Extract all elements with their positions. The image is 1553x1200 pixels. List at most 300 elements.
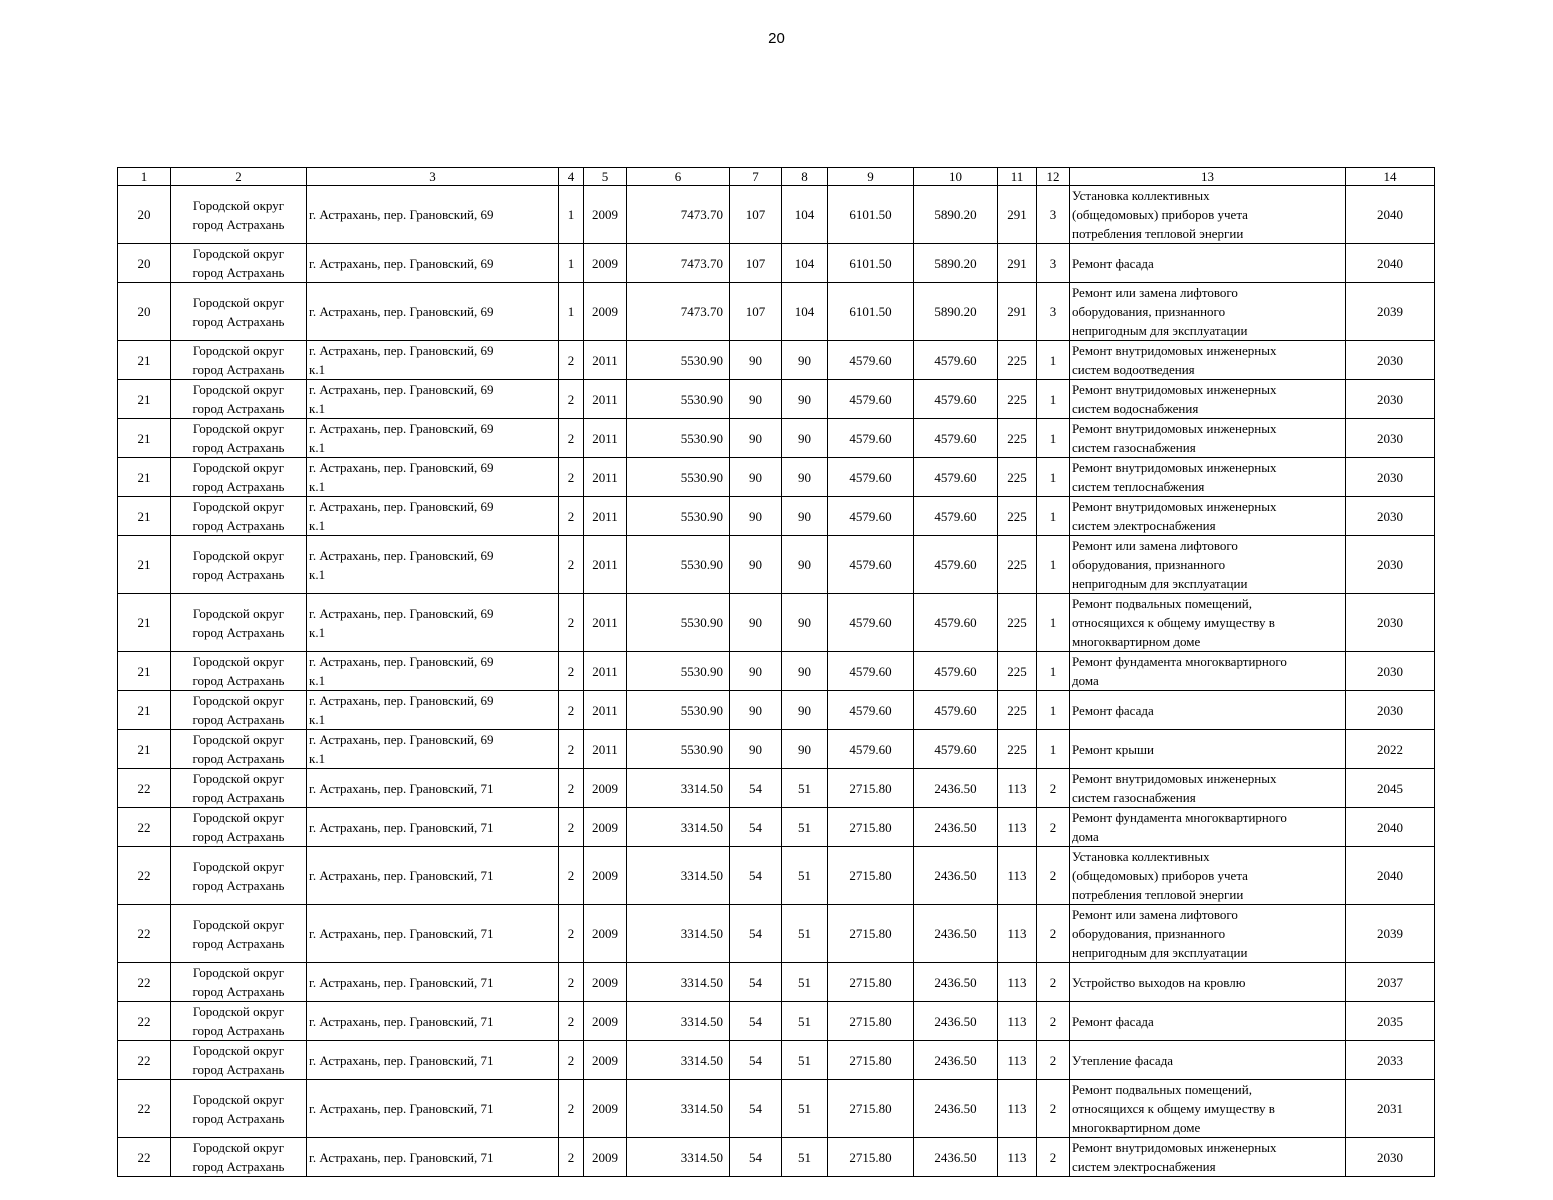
column-header-1: 1 — [118, 168, 171, 186]
col-11-value-cell: 113 — [998, 847, 1037, 905]
col-11-value-cell: 225 — [998, 497, 1037, 536]
col-10-area-cell: 4579.60 — [914, 458, 998, 497]
column-header-14: 14 — [1346, 168, 1435, 186]
col-9-area-cell: 4579.60 — [828, 341, 914, 380]
col-8-value-cell: 51 — [782, 847, 828, 905]
col-11-value-cell: 291 — [998, 244, 1037, 283]
planned-year-cell: 2037 — [1346, 963, 1435, 1002]
col-5-year-cell: 2009 — [584, 1041, 627, 1080]
col-12-value-cell: 3 — [1037, 283, 1070, 341]
col-7-value-cell: 90 — [730, 730, 782, 769]
col-10-area-cell: 2436.50 — [914, 1002, 998, 1041]
col-4-value-cell: 2 — [559, 808, 584, 847]
col-12-value-cell: 2 — [1037, 1002, 1070, 1041]
col-9-area-cell: 4579.60 — [828, 594, 914, 652]
address-cell: г. Астрахань, пер. Грановский, 69 к.1 — [307, 458, 559, 497]
col-7-value-cell: 90 — [730, 497, 782, 536]
col-12-value-cell: 3 — [1037, 244, 1070, 283]
col-6-area-cell: 7473.70 — [627, 283, 730, 341]
municipality-cell: Городской округ город Астрахань — [171, 652, 307, 691]
col-5-year-cell: 2009 — [584, 186, 627, 244]
work-type-cell: Ремонт или замена лифтового оборудования, признанного непригодным для эксплуатации — [1070, 905, 1346, 963]
planned-year-cell: 2030 — [1346, 341, 1435, 380]
work-type-cell: Установка коллективных (общедомовых) приборов учета потребления тепловой энергии — [1070, 186, 1346, 244]
col-11-value-cell: 225 — [998, 691, 1037, 730]
col-10-area-cell: 4579.60 — [914, 497, 998, 536]
col-4-value-cell: 2 — [559, 1002, 584, 1041]
col-6-area-cell: 5530.90 — [627, 594, 730, 652]
planned-year-cell: 2040 — [1346, 847, 1435, 905]
table-body — [118, 186, 1435, 1177]
col-11-value-cell: 291 — [998, 186, 1037, 244]
col-4-value-cell: 2 — [559, 419, 584, 458]
row-number-cell: 21 — [118, 652, 171, 691]
planned-year-cell: 2040 — [1346, 808, 1435, 847]
municipality-cell: Городской округ город Астрахань — [171, 497, 307, 536]
col-11-value-cell: 225 — [998, 652, 1037, 691]
address-cell: г. Астрахань, пер. Грановский, 71 — [307, 963, 559, 1002]
col-8-value-cell: 51 — [782, 963, 828, 1002]
col-9-area-cell: 2715.80 — [828, 1002, 914, 1041]
col-8-value-cell: 51 — [782, 808, 828, 847]
repair-schedule-table — [117, 167, 1435, 1177]
address-cell: г. Астрахань, пер. Грановский, 69 — [307, 283, 559, 341]
col-12-value-cell: 1 — [1037, 730, 1070, 769]
table-row — [118, 186, 1435, 244]
municipality-cell: Городской округ город Астрахань — [171, 847, 307, 905]
address-cell: г. Астрахань, пер. Грановский, 69 к.1 — [307, 419, 559, 458]
municipality-cell: Городской округ город Астрахань — [171, 730, 307, 769]
address-cell: г. Астрахань, пер. Грановский, 69 к.1 — [307, 380, 559, 419]
col-4-value-cell: 2 — [559, 730, 584, 769]
col-12-value-cell: 1 — [1037, 594, 1070, 652]
col-10-area-cell: 4579.60 — [914, 691, 998, 730]
col-12-value-cell: 2 — [1037, 963, 1070, 1002]
col-12-value-cell: 1 — [1037, 341, 1070, 380]
col-11-value-cell: 291 — [998, 283, 1037, 341]
col-12-value-cell: 2 — [1037, 1138, 1070, 1177]
col-9-area-cell: 4579.60 — [828, 536, 914, 594]
work-type-cell: Ремонт крыши — [1070, 730, 1346, 769]
address-cell: г. Астрахань, пер. Грановский, 71 — [307, 847, 559, 905]
col-10-area-cell: 5890.20 — [914, 283, 998, 341]
address-cell: г. Астрахань, пер. Грановский, 69 к.1 — [307, 730, 559, 769]
col-8-value-cell: 104 — [782, 283, 828, 341]
col-9-area-cell: 4579.60 — [828, 730, 914, 769]
col-4-value-cell: 2 — [559, 1041, 584, 1080]
work-type-cell: Ремонт фундамента многоквартирного дома — [1070, 808, 1346, 847]
col-7-value-cell: 107 — [730, 283, 782, 341]
column-header-6: 6 — [627, 168, 730, 186]
planned-year-cell: 2035 — [1346, 1002, 1435, 1041]
row-number-cell: 22 — [118, 769, 171, 808]
planned-year-cell: 2030 — [1346, 594, 1435, 652]
col-4-value-cell: 1 — [559, 283, 584, 341]
col-5-year-cell: 2011 — [584, 458, 627, 497]
col-12-value-cell: 2 — [1037, 769, 1070, 808]
col-7-value-cell: 90 — [730, 341, 782, 380]
col-9-area-cell: 2715.80 — [828, 905, 914, 963]
table-row — [118, 963, 1435, 1002]
col-12-value-cell: 2 — [1037, 808, 1070, 847]
table-row — [118, 652, 1435, 691]
col-9-area-cell: 2715.80 — [828, 1041, 914, 1080]
work-type-cell: Ремонт или замена лифтового оборудования, признанного непригодным для эксплуатации — [1070, 536, 1346, 594]
col-8-value-cell: 90 — [782, 536, 828, 594]
col-8-value-cell: 90 — [782, 341, 828, 380]
col-6-area-cell: 5530.90 — [627, 730, 730, 769]
col-8-value-cell: 90 — [782, 730, 828, 769]
planned-year-cell: 2040 — [1346, 186, 1435, 244]
col-6-area-cell: 3314.50 — [627, 905, 730, 963]
col-5-year-cell: 2009 — [584, 1002, 627, 1041]
col-12-value-cell: 1 — [1037, 380, 1070, 419]
planned-year-cell: 2039 — [1346, 905, 1435, 963]
work-type-cell: Ремонт или замена лифтового оборудования, признанного непригодным для эксплуатации — [1070, 283, 1346, 341]
row-number-cell: 21 — [118, 458, 171, 497]
column-header-3: 3 — [307, 168, 559, 186]
work-type-cell: Ремонт внутридомовых инженерных систем газоснабжения — [1070, 419, 1346, 458]
column-header-2: 2 — [171, 168, 307, 186]
column-header-13: 13 — [1070, 168, 1346, 186]
col-4-value-cell: 2 — [559, 341, 584, 380]
col-10-area-cell: 2436.50 — [914, 1041, 998, 1080]
col-4-value-cell: 2 — [559, 497, 584, 536]
row-number-cell: 21 — [118, 730, 171, 769]
col-12-value-cell: 3 — [1037, 186, 1070, 244]
address-cell: г. Астрахань, пер. Грановский, 69 к.1 — [307, 652, 559, 691]
table-header — [118, 168, 1435, 186]
row-number-cell: 22 — [118, 847, 171, 905]
col-11-value-cell: 225 — [998, 594, 1037, 652]
col-4-value-cell: 2 — [559, 594, 584, 652]
col-7-value-cell: 90 — [730, 419, 782, 458]
planned-year-cell: 2039 — [1346, 283, 1435, 341]
planned-year-cell: 2031 — [1346, 1080, 1435, 1138]
col-4-value-cell: 2 — [559, 458, 584, 497]
col-12-value-cell: 2 — [1037, 847, 1070, 905]
col-6-area-cell: 7473.70 — [627, 186, 730, 244]
planned-year-cell: 2030 — [1346, 497, 1435, 536]
col-11-value-cell: 113 — [998, 1080, 1037, 1138]
work-type-cell: Ремонт подвальных помещений, относящихся к общему имуществу в многоквартирном доме — [1070, 1080, 1346, 1138]
column-header-8: 8 — [782, 168, 828, 186]
col-9-area-cell: 4579.60 — [828, 652, 914, 691]
work-type-cell: Ремонт фасада — [1070, 244, 1346, 283]
col-5-year-cell: 2011 — [584, 341, 627, 380]
col-7-value-cell: 54 — [730, 963, 782, 1002]
municipality-cell: Городской округ город Астрахань — [171, 380, 307, 419]
address-cell: г. Астрахань, пер. Грановский, 69 к.1 — [307, 594, 559, 652]
col-6-area-cell: 5530.90 — [627, 341, 730, 380]
col-12-value-cell: 1 — [1037, 536, 1070, 594]
col-11-value-cell: 113 — [998, 1138, 1037, 1177]
col-8-value-cell: 90 — [782, 380, 828, 419]
row-number-cell: 20 — [118, 244, 171, 283]
row-number-cell: 22 — [118, 963, 171, 1002]
col-9-area-cell: 4579.60 — [828, 691, 914, 730]
row-number-cell: 22 — [118, 1080, 171, 1138]
col-10-area-cell: 4579.60 — [914, 380, 998, 419]
col-12-value-cell: 1 — [1037, 458, 1070, 497]
column-header-12: 12 — [1037, 168, 1070, 186]
planned-year-cell: 2033 — [1346, 1041, 1435, 1080]
municipality-cell: Городской округ город Астрахань — [171, 808, 307, 847]
row-number-cell: 21 — [118, 380, 171, 419]
col-6-area-cell: 3314.50 — [627, 847, 730, 905]
row-number-cell: 22 — [118, 905, 171, 963]
work-type-cell: Установка коллективных (общедомовых) приборов учета потребления тепловой энергии — [1070, 847, 1346, 905]
column-header-9: 9 — [828, 168, 914, 186]
address-cell: г. Астрахань, пер. Грановский, 69 к.1 — [307, 691, 559, 730]
column-header-7: 7 — [730, 168, 782, 186]
col-10-area-cell: 2436.50 — [914, 1138, 998, 1177]
col-6-area-cell: 3314.50 — [627, 1080, 730, 1138]
col-4-value-cell: 2 — [559, 536, 584, 594]
col-6-area-cell: 5530.90 — [627, 691, 730, 730]
col-9-area-cell: 4579.60 — [828, 458, 914, 497]
table-row — [118, 730, 1435, 769]
planned-year-cell: 2030 — [1346, 419, 1435, 458]
row-number-cell: 21 — [118, 497, 171, 536]
col-10-area-cell: 4579.60 — [914, 341, 998, 380]
table-row — [118, 1002, 1435, 1041]
col-5-year-cell: 2011 — [584, 730, 627, 769]
col-5-year-cell: 2009 — [584, 808, 627, 847]
municipality-cell: Городской округ город Астрахань — [171, 1002, 307, 1041]
col-7-value-cell: 90 — [730, 594, 782, 652]
col-5-year-cell: 2009 — [584, 1080, 627, 1138]
col-4-value-cell: 1 — [559, 244, 584, 283]
col-7-value-cell: 107 — [730, 186, 782, 244]
col-6-area-cell: 3314.50 — [627, 1041, 730, 1080]
table-row — [118, 419, 1435, 458]
col-6-area-cell: 5530.90 — [627, 652, 730, 691]
col-8-value-cell: 90 — [782, 652, 828, 691]
col-8-value-cell: 90 — [782, 691, 828, 730]
col-7-value-cell: 54 — [730, 808, 782, 847]
col-6-area-cell: 5530.90 — [627, 419, 730, 458]
address-cell: г. Астрахань, пер. Грановский, 71 — [307, 769, 559, 808]
municipality-cell: Городской округ город Астрахань — [171, 186, 307, 244]
col-4-value-cell: 2 — [559, 769, 584, 808]
planned-year-cell: 2030 — [1346, 1138, 1435, 1177]
municipality-cell: Городской округ город Астрахань — [171, 536, 307, 594]
work-type-cell: Ремонт внутридомовых инженерных систем газоснабжения — [1070, 769, 1346, 808]
col-10-area-cell: 4579.60 — [914, 652, 998, 691]
col-12-value-cell: 2 — [1037, 905, 1070, 963]
col-8-value-cell: 90 — [782, 497, 828, 536]
col-12-value-cell: 2 — [1037, 1041, 1070, 1080]
planned-year-cell: 2022 — [1346, 730, 1435, 769]
col-8-value-cell: 90 — [782, 458, 828, 497]
table-row — [118, 497, 1435, 536]
column-header-5: 5 — [584, 168, 627, 186]
col-7-value-cell: 90 — [730, 536, 782, 594]
col-7-value-cell: 107 — [730, 244, 782, 283]
address-cell: г. Астрахань, пер. Грановский, 69 — [307, 186, 559, 244]
col-8-value-cell: 51 — [782, 769, 828, 808]
col-7-value-cell: 90 — [730, 380, 782, 419]
col-12-value-cell: 1 — [1037, 691, 1070, 730]
col-5-year-cell: 2009 — [584, 963, 627, 1002]
col-5-year-cell: 2009 — [584, 769, 627, 808]
col-10-area-cell: 5890.20 — [914, 186, 998, 244]
table-row — [118, 594, 1435, 652]
municipality-cell: Городской округ город Астрахань — [171, 1041, 307, 1080]
col-7-value-cell: 90 — [730, 652, 782, 691]
work-type-cell: Ремонт внутридомовых инженерных систем электроснабжения — [1070, 1138, 1346, 1177]
row-number-cell: 20 — [118, 283, 171, 341]
table-row — [118, 458, 1435, 497]
col-8-value-cell: 104 — [782, 244, 828, 283]
column-header-4: 4 — [559, 168, 584, 186]
col-5-year-cell: 2011 — [584, 594, 627, 652]
col-7-value-cell: 54 — [730, 1080, 782, 1138]
row-number-cell: 21 — [118, 691, 171, 730]
table-row — [118, 1041, 1435, 1080]
row-number-cell: 21 — [118, 536, 171, 594]
col-10-area-cell: 2436.50 — [914, 769, 998, 808]
municipality-cell: Городской округ город Астрахань — [171, 905, 307, 963]
col-6-area-cell: 5530.90 — [627, 380, 730, 419]
col-9-area-cell: 6101.50 — [828, 186, 914, 244]
col-10-area-cell: 2436.50 — [914, 808, 998, 847]
col-9-area-cell: 2715.80 — [828, 1138, 914, 1177]
col-7-value-cell: 90 — [730, 458, 782, 497]
col-9-area-cell: 2715.80 — [828, 1080, 914, 1138]
col-4-value-cell: 2 — [559, 963, 584, 1002]
col-6-area-cell: 3314.50 — [627, 1002, 730, 1041]
col-5-year-cell: 2009 — [584, 1138, 627, 1177]
col-6-area-cell: 3314.50 — [627, 769, 730, 808]
municipality-cell: Городской округ город Астрахань — [171, 458, 307, 497]
col-8-value-cell: 90 — [782, 419, 828, 458]
planned-year-cell: 2030 — [1346, 536, 1435, 594]
row-number-cell: 20 — [118, 186, 171, 244]
col-5-year-cell: 2011 — [584, 419, 627, 458]
col-7-value-cell: 54 — [730, 1002, 782, 1041]
col-7-value-cell: 54 — [730, 847, 782, 905]
address-cell: г. Астрахань, пер. Грановский, 69 к.1 — [307, 341, 559, 380]
address-cell: г. Астрахань, пер. Грановский, 71 — [307, 905, 559, 963]
col-4-value-cell: 2 — [559, 1138, 584, 1177]
col-5-year-cell: 2009 — [584, 905, 627, 963]
table-row — [118, 769, 1435, 808]
table-row — [118, 341, 1435, 380]
table-row — [118, 1138, 1435, 1177]
planned-year-cell: 2045 — [1346, 769, 1435, 808]
col-4-value-cell: 2 — [559, 691, 584, 730]
col-6-area-cell: 5530.90 — [627, 458, 730, 497]
planned-year-cell: 2030 — [1346, 652, 1435, 691]
municipality-cell: Городской округ город Астрахань — [171, 244, 307, 283]
col-10-area-cell: 2436.50 — [914, 905, 998, 963]
table-row — [118, 536, 1435, 594]
planned-year-cell: 2030 — [1346, 458, 1435, 497]
col-11-value-cell: 225 — [998, 380, 1037, 419]
address-cell: г. Астрахань, пер. Грановский, 69 к.1 — [307, 536, 559, 594]
col-10-area-cell: 4579.60 — [914, 536, 998, 594]
col-11-value-cell: 113 — [998, 769, 1037, 808]
col-10-area-cell: 2436.50 — [914, 963, 998, 1002]
col-10-area-cell: 4579.60 — [914, 594, 998, 652]
municipality-cell: Городской округ город Астрахань — [171, 1138, 307, 1177]
municipality-cell: Городской округ город Астрахань — [171, 283, 307, 341]
col-11-value-cell: 225 — [998, 730, 1037, 769]
work-type-cell: Ремонт внутридомовых инженерных систем водоснабжения — [1070, 380, 1346, 419]
municipality-cell: Городской округ город Астрахань — [171, 1080, 307, 1138]
col-9-area-cell: 4579.60 — [828, 380, 914, 419]
table-row — [118, 380, 1435, 419]
row-number-cell: 22 — [118, 1041, 171, 1080]
col-8-value-cell: 51 — [782, 1138, 828, 1177]
col-4-value-cell: 2 — [559, 905, 584, 963]
col-7-value-cell: 90 — [730, 691, 782, 730]
col-11-value-cell: 225 — [998, 419, 1037, 458]
col-8-value-cell: 104 — [782, 186, 828, 244]
planned-year-cell: 2030 — [1346, 380, 1435, 419]
col-4-value-cell: 2 — [559, 1080, 584, 1138]
col-10-area-cell: 2436.50 — [914, 847, 998, 905]
row-number-cell: 22 — [118, 808, 171, 847]
work-type-cell: Ремонт фундамента многоквартирного дома — [1070, 652, 1346, 691]
col-11-value-cell: 225 — [998, 458, 1037, 497]
col-11-value-cell: 113 — [998, 905, 1037, 963]
work-type-cell: Ремонт фасада — [1070, 691, 1346, 730]
col-11-value-cell: 113 — [998, 1002, 1037, 1041]
col-11-value-cell: 113 — [998, 1041, 1037, 1080]
col-7-value-cell: 54 — [730, 1041, 782, 1080]
col-9-area-cell: 2715.80 — [828, 808, 914, 847]
col-10-area-cell: 2436.50 — [914, 1080, 998, 1138]
page-number: 20 — [768, 30, 785, 47]
col-4-value-cell: 2 — [559, 652, 584, 691]
table-row — [118, 847, 1435, 905]
col-11-value-cell: 113 — [998, 963, 1037, 1002]
col-9-area-cell: 2715.80 — [828, 847, 914, 905]
col-4-value-cell: 2 — [559, 847, 584, 905]
col-9-area-cell: 4579.60 — [828, 497, 914, 536]
col-8-value-cell: 51 — [782, 1041, 828, 1080]
table-row — [118, 1080, 1435, 1138]
address-cell: г. Астрахань, пер. Грановский, 71 — [307, 1080, 559, 1138]
address-cell: г. Астрахань, пер. Грановский, 69 — [307, 244, 559, 283]
col-6-area-cell: 3314.50 — [627, 1138, 730, 1177]
work-type-cell: Ремонт внутридомовых инженерных систем электроснабжения — [1070, 497, 1346, 536]
column-header-10: 10 — [914, 168, 998, 186]
col-5-year-cell: 2011 — [584, 691, 627, 730]
table-row — [118, 283, 1435, 341]
col-10-area-cell: 4579.60 — [914, 419, 998, 458]
col-12-value-cell: 2 — [1037, 1080, 1070, 1138]
col-9-area-cell: 2715.80 — [828, 963, 914, 1002]
col-4-value-cell: 1 — [559, 186, 584, 244]
table-row — [118, 691, 1435, 730]
address-cell: г. Астрахань, пер. Грановский, 71 — [307, 808, 559, 847]
municipality-cell: Городской округ город Астрахань — [171, 341, 307, 380]
col-6-area-cell: 7473.70 — [627, 244, 730, 283]
row-number-cell: 21 — [118, 594, 171, 652]
column-header-11: 11 — [998, 168, 1037, 186]
col-6-area-cell: 5530.90 — [627, 497, 730, 536]
municipality-cell: Городской округ город Астрахань — [171, 594, 307, 652]
col-9-area-cell: 6101.50 — [828, 244, 914, 283]
col-6-area-cell: 5530.90 — [627, 536, 730, 594]
address-cell: г. Астрахань, пер. Грановский, 71 — [307, 1002, 559, 1041]
col-5-year-cell: 2011 — [584, 497, 627, 536]
work-type-cell: Устройство выходов на кровлю — [1070, 963, 1346, 1002]
